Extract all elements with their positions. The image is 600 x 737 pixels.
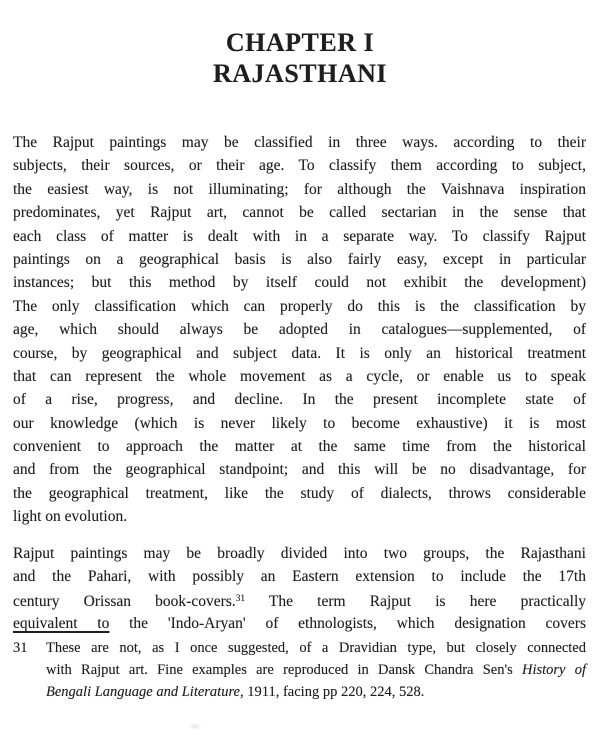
text-segment: These are not, as I once suggested, of a Dravidian type, but closely connected [46, 640, 586, 657]
text-segment: Bengali Language and Literature [46, 684, 240, 701]
chapter-title: RAJASTHANI [212, 59, 388, 88]
text-segment: The term Rajput is here practically [244, 593, 587, 611]
text-line [13, 388, 586, 411]
text-segment: age, which should always be adopted in catalogues—supplemented, of [13, 321, 586, 339]
footnote-text [46, 637, 586, 703]
text-segment: paintings on a geographical basis is also fairly easy, except in particular [13, 250, 586, 268]
text-line [13, 225, 586, 248]
text-line [13, 248, 586, 271]
text-line [13, 612, 586, 635]
text-segment: subjects, their sources, or their age. To classify them according to subject, [13, 157, 586, 175]
text-segment: and the Pahari, with possibly an Eastern extension to include the 17th [13, 568, 586, 586]
text-line [13, 588, 586, 611]
text-line [13, 565, 586, 588]
text-segment: the geographical treatment, like the study of dialects, throws considerable [13, 484, 586, 502]
text-segment: History of [521, 662, 586, 679]
text-line [13, 201, 586, 224]
paragraph-2 [13, 542, 586, 636]
text-line [46, 681, 586, 703]
text-line [13, 342, 586, 365]
text-segment: that can represent the whole movement as a cycle, or enable us to speak [13, 367, 586, 385]
text-line [13, 458, 586, 481]
text-segment: each class of matter is dealt with in a separate way. To classify Rajput [13, 227, 586, 245]
scan-smudge [188, 723, 202, 730]
text-segment: convenient to approach the matter at the same time from the historical [13, 438, 586, 456]
text-line [13, 318, 586, 341]
text-segment: century Orissan book-covers. [13, 593, 236, 611]
text-line [13, 365, 586, 388]
page-body [0, 131, 600, 703]
chapter-number: CHAPTER I [225, 28, 375, 57]
text-segment: of a rise, progress, and decline. In the present incomplete state of [13, 391, 586, 409]
text-line [13, 154, 586, 177]
text-segment: and from the geographical standpoint; and this will be no disadvantage, for [13, 461, 586, 479]
text-segment: the easiest way, is not illuminating; for although the Vaishnava inspiration [13, 180, 586, 198]
text-segment: predominates, yet Rajput art, cannot be called sectarian in the sense that [13, 204, 586, 222]
text-segment: with Rajput art. Fine examples are reproduced in Dansk Chandra Sen's [46, 662, 522, 679]
text-line [13, 412, 586, 435]
text-line [13, 482, 586, 505]
text-segment: the 'Indo-Aryan' of ethnologists, which designation covers [109, 614, 586, 632]
text-line [13, 271, 586, 294]
text-line [46, 637, 586, 659]
text-line [13, 505, 586, 528]
text-segment: instances; but this method by itself could not exhibit the development) [13, 274, 586, 292]
text-line [46, 659, 586, 681]
text-line [13, 295, 586, 318]
text-line [13, 435, 586, 458]
text-line [13, 178, 586, 201]
text-segment: 31 [235, 594, 245, 605]
footnote-number: 31 [13, 640, 28, 657]
text-segment: equivalent to [13, 614, 110, 632]
footnote [13, 637, 586, 703]
chapter-heading [0, 0, 600, 89]
text-line [13, 542, 586, 565]
text-segment: Rajput paintings may be broadly divided into two groups, the Rajasthani [13, 544, 586, 562]
paragraph-1 [13, 131, 586, 529]
text-line [13, 131, 586, 154]
text-segment: The Rajput paintings may be classified in three ways. according to their [13, 134, 586, 151]
text-segment: course, by geographical and subject data. It is only an historical treatment [13, 344, 586, 362]
text-segment: light on evolution. [13, 508, 128, 526]
text-segment: , 1911, facing pp 220, 224, 528. [240, 684, 425, 701]
text-segment: our knowledge (which is never likely to become exhaustive) it is most [13, 414, 586, 432]
text-segment: The only classification which can properly do this is the classification by [13, 297, 586, 315]
